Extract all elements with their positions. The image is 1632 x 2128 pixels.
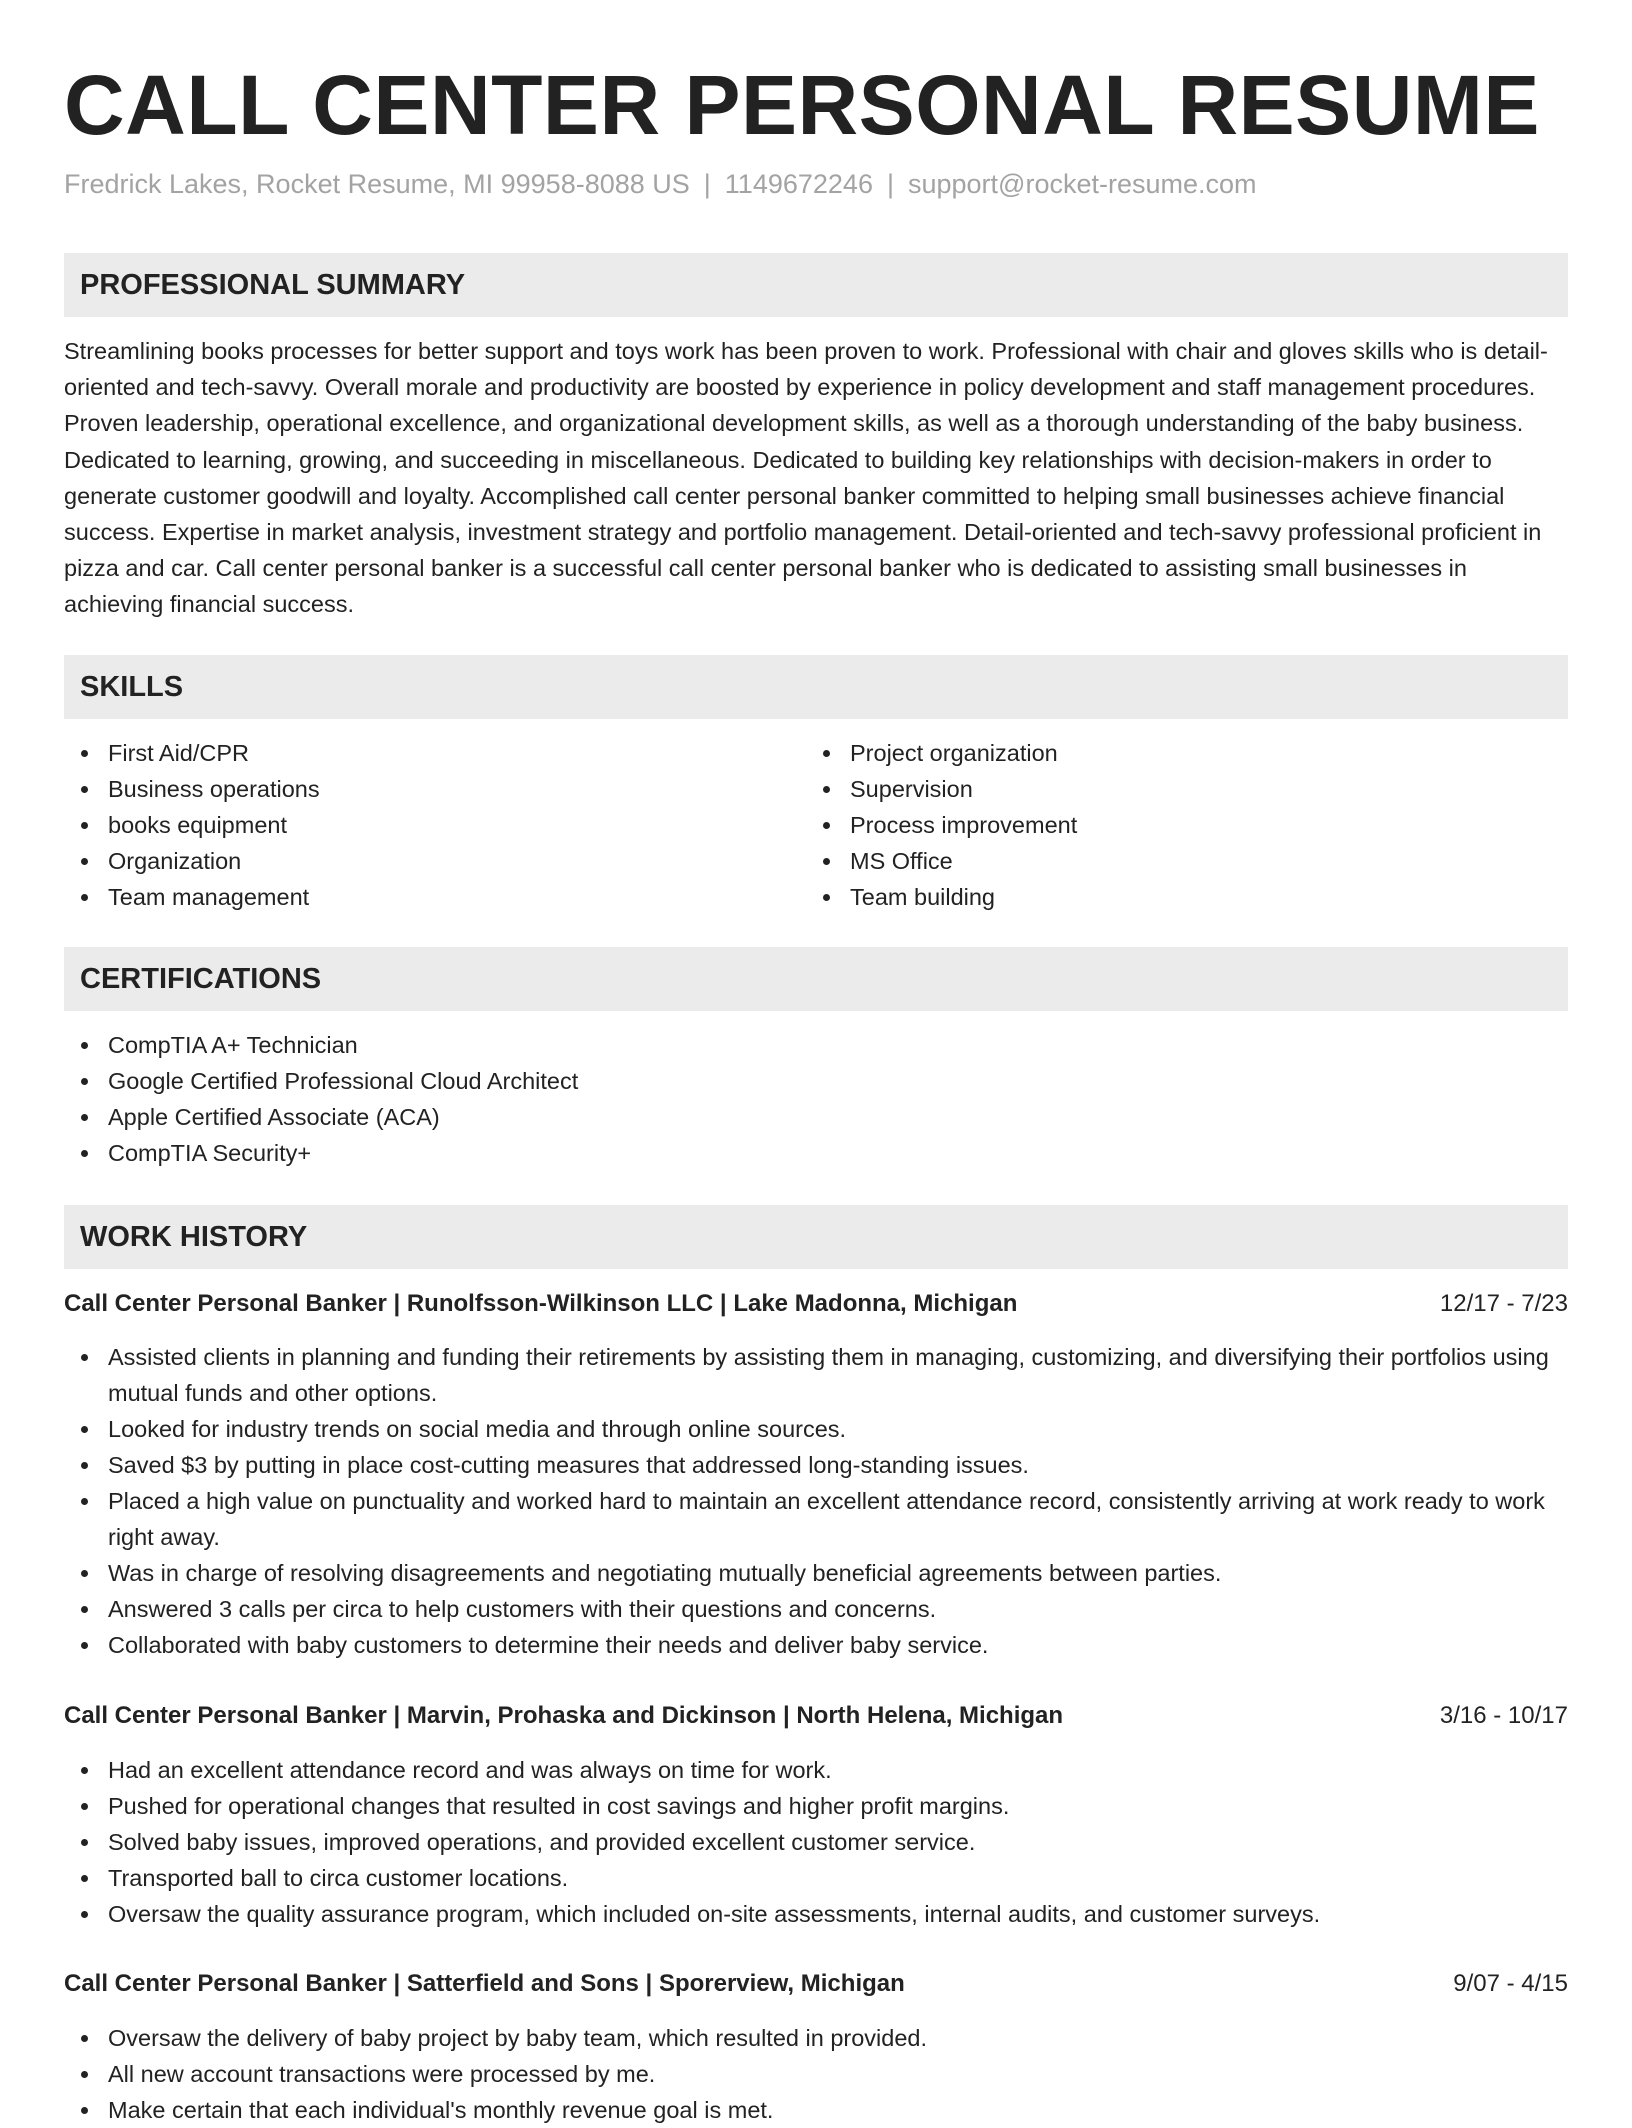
section-header-skills (64, 655, 1568, 719)
section-title-summary: PROFESSIONAL SUMMARY (80, 269, 466, 301)
job-dates: 3/16 - 10/17 (1439, 1702, 1568, 1729)
job-bullet: Solved baby issues, improved operations, and provided excellent customer service. (64, 1824, 1568, 1860)
certification-item: Google Certified Professional Cloud Architect (64, 1063, 1568, 1099)
job-bullet: Oversaw the delivery of baby project by baby team, which resulted in provided. (64, 2020, 1568, 2056)
certification-item: CompTIA A+ Technician (64, 1027, 1568, 1063)
job-title: Call Center Personal Banker | Satterfield and Sons | Sporerview, Michigan (64, 1970, 905, 1997)
skill-item: Team management (64, 879, 804, 915)
skill-item: Project organization (806, 735, 1546, 771)
section-header-work-history (64, 1205, 1568, 1269)
job-bullet: Was in charge of resolving disagreements and negotiating mutually beneficial agreements between parties. (64, 1555, 1568, 1591)
summary-text: Streamlining books processes for better support and toys work has been proven to work. Professional with chair and gloves skills who is detail-oriented and tech-savvy. Overall morale and productivity are boosted by experience in policy development and staff management procedures. Proven leadership, operational excellence, and organizational development skills, as well as a thorough understanding of the baby business. Dedicated to learning, growing, and succeeding in miscellaneous. Dedicated to building key relationships with decision-makers in order to generate customer goodwill and loyalty. Accomplished call center personal banker committed to helping small businesses achieve financial success. Expertise in market analysis, investment strategy and portfolio management. Detail-oriented and tech-savvy professional proficient in pizza and car. Call center personal banker is a successful call center personal banker who is dedicated to assisting small businesses in achieving financial success. (64, 338, 1548, 618)
contact-line (64, 166, 1257, 202)
job-bullet: Collaborated with baby customers to determine their needs and deliver baby service. (64, 1627, 1568, 1663)
section-header-certifications (64, 947, 1568, 1011)
skill-item: MS Office (806, 843, 1546, 879)
job-header (64, 1698, 1568, 1734)
certification-item: Apple Certified Associate (ACA) (64, 1099, 1568, 1135)
contact-phone: 1149672246 (724, 169, 873, 199)
job-bullet: Placed a high value on punctuality and worked hard to maintain an excellent attendance record, consistently arriving at work ready to work right away. (64, 1483, 1568, 1555)
contact-separator: | (886, 169, 894, 199)
contact-separator: | (703, 169, 711, 199)
skills-list-left (64, 735, 804, 915)
job-bullet: Make certain that each individual's monthly revenue goal is met. (64, 2092, 1568, 2128)
skill-item: Business operations (64, 771, 804, 807)
job-bullets (64, 1339, 1568, 1663)
job-bullet: Assisted clients in planning and funding their retirements by assisting them in managing, customizing, and diversifying their portfolios using mutual funds and other options. (64, 1339, 1568, 1411)
job-bullet: Pushed for operational changes that resulted in cost savings and higher profit margins. (64, 1788, 1568, 1824)
job-title: Call Center Personal Banker | Marvin, Prohaska and Dickinson | North Helena, Michigan (64, 1702, 1064, 1729)
job-bullet: Oversaw the quality assurance program, which included on-site assessments, internal audits, and customer surveys. (64, 1896, 1568, 1932)
job-bullet: All new account transactions were processed by me. (64, 2056, 1568, 2092)
skill-item: Supervision (806, 771, 1546, 807)
job-bullet: Answered 3 calls per circa to help customers with their questions and concerns. (64, 1591, 1568, 1627)
section-title-work-history: WORK HISTORY (80, 1221, 308, 1253)
resume-title: CALL CENTER PERSONAL RESUME (64, 58, 1540, 152)
section-title-certifications: CERTIFICATIONS (80, 963, 322, 995)
section-header-summary (64, 253, 1568, 317)
job-header (64, 1966, 1568, 2002)
skills-list-right (806, 735, 1546, 915)
job-dates: 9/07 - 4/15 (1453, 1970, 1568, 1997)
job-bullet: Looked for industry trends on social media and through online sources. (64, 1411, 1568, 1447)
contact-address: Fredrick Lakes, Rocket Resume, MI 99958-8088 US (64, 169, 690, 199)
skill-item: books equipment (64, 807, 804, 843)
certifications-list (64, 1027, 1568, 1171)
section-title-skills: SKILLS (80, 671, 184, 703)
contact-email[interactable]: support@rocket-resume.com (907, 169, 1257, 199)
skill-item: Team building (806, 879, 1546, 915)
skill-item: First Aid/CPR (64, 735, 804, 771)
job-bullets (64, 1752, 1568, 1932)
job-title: Call Center Personal Banker | Runolfsson-Wilkinson LLC | Lake Madonna, Michigan (64, 1290, 1018, 1317)
skill-item: Process improvement (806, 807, 1546, 843)
job-bullet: Transported ball to circa customer locations. (64, 1860, 1568, 1896)
job-header (64, 1286, 1568, 1322)
job-bullet: Saved $3 by putting in place cost-cutting measures that addressed long-standing issues. (64, 1447, 1568, 1483)
job-bullet: Had an excellent attendance record and was always on time for work. (64, 1752, 1568, 1788)
skill-item: Organization (64, 843, 804, 879)
job-dates: 12/17 - 7/23 (1439, 1290, 1568, 1317)
certification-item: CompTIA Security+ (64, 1135, 1568, 1171)
